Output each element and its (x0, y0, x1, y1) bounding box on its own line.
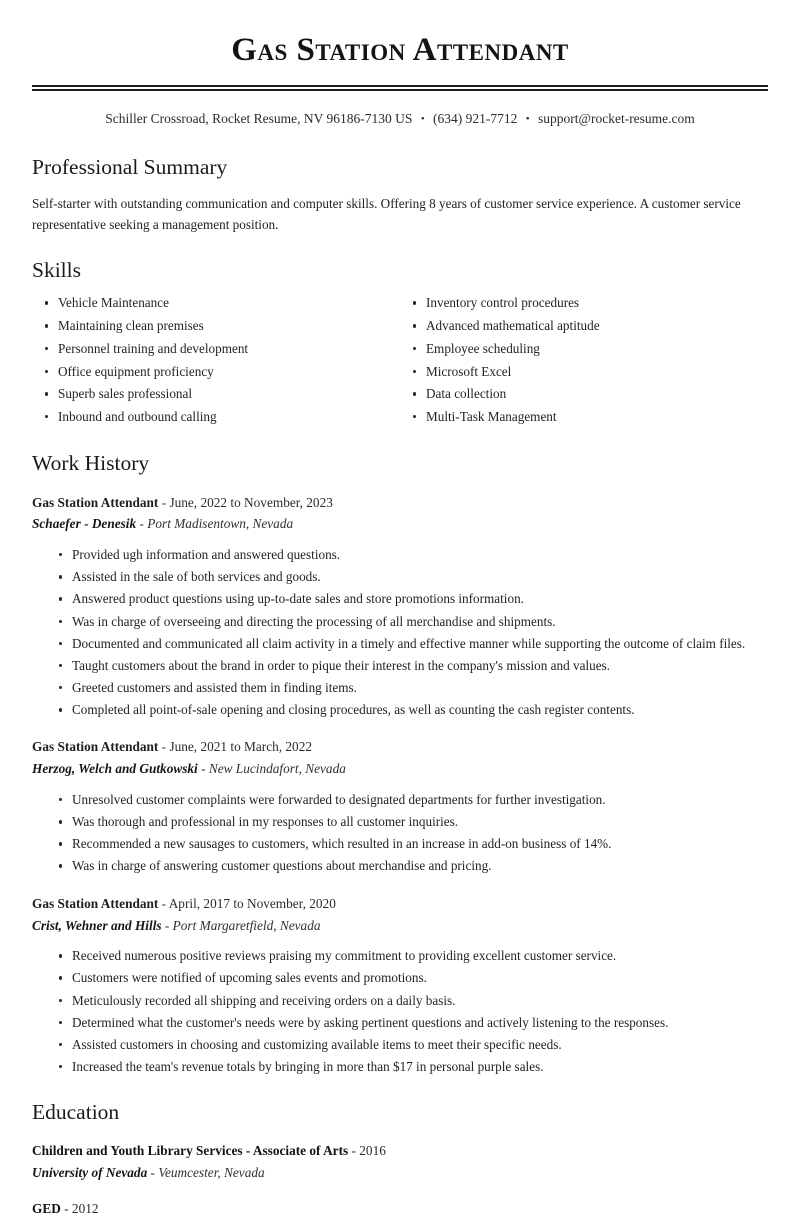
list-item: Data collection (426, 383, 768, 406)
contact-separator-1: • (420, 113, 425, 126)
list-item: Increased the team's revenue totals by bringing in more than $17 in personal purple sales. (72, 1056, 768, 1078)
contact-separator-2: • (525, 113, 530, 126)
list-item: Assisted customers in choosing and customizing available items to meet their specific needs. (72, 1034, 768, 1056)
education-entry (32, 1199, 768, 1219)
list-item: Advanced mathematical aptitude (426, 315, 768, 338)
education-school-line (32, 1163, 768, 1184)
page-title: Gas Station Attendant (231, 32, 569, 68)
list-item: Unresolved customer complaints were forwarded to designated departments for further investigation. (72, 789, 768, 811)
job-dates: April, 2017 to November, 2020 (168, 895, 336, 911)
list-item: Assisted in the sale of both services and goods. (72, 566, 768, 588)
contact-email[interactable]: support@rocket-resume.com (538, 111, 695, 127)
list-item: Microsoft Excel (426, 361, 768, 384)
contact-phone[interactable]: (634) 921-7712 (433, 111, 518, 127)
education-program: Children and Youth Library Services - Associate of Arts (32, 1143, 349, 1159)
skills-column-left (32, 292, 400, 428)
skills-list-right (400, 292, 768, 428)
job-bullet-list (32, 789, 768, 878)
section-heading-work-history: Work History (32, 450, 150, 475)
job-title: Gas Station Attendant (32, 895, 159, 911)
education-year: 2012 (71, 1200, 99, 1216)
job-separator: - (161, 895, 167, 911)
job-header (32, 493, 768, 513)
section-heading-skills: Skills (32, 257, 81, 282)
job-title: Gas Station Attendant (32, 494, 159, 510)
job-dates: June, 2021 to March, 2022 (169, 739, 312, 755)
list-item: Maintaining clean premises (58, 315, 400, 338)
job-company: Crist, Wehner and Hills (32, 917, 162, 933)
job-separator: - (201, 761, 206, 777)
list-item: Vehicle Maintenance (58, 292, 400, 315)
job-separator: - (164, 917, 170, 933)
education-program-line (32, 1199, 768, 1219)
education-entry (32, 1141, 768, 1184)
list-item: Greeted customers and assisted them in finding items. (72, 677, 768, 699)
list-item: Documented and communicated all claim activity in a timely and effective manner while supporting the outcome of claim files. (72, 633, 768, 655)
education-year: 2016 (359, 1143, 386, 1159)
contact-line (32, 110, 768, 129)
education-school: University of Nevada (32, 1164, 148, 1180)
list-item: Provided ugh information and answered questions. (72, 544, 768, 566)
list-item: Completed all point-of-sale opening and closing procedures, as well as counting the cash register contents. (72, 699, 768, 721)
education-program-line (32, 1141, 768, 1161)
job-title: Gas Station Attendant (32, 739, 159, 755)
list-item: Personnel training and development (58, 338, 400, 361)
list-item: Was in charge of answering customer questions about merchandise and pricing. (72, 855, 768, 877)
job-company: Herzog, Welch and Gutkowski (32, 761, 198, 777)
skills-list-left (32, 292, 400, 428)
list-item: Was in charge of overseeing and directing the processing of all merchandise and shipments. (72, 611, 768, 633)
list-item: Customers were notified of upcoming sales events and promotions. (72, 967, 768, 989)
work-history-entry (32, 493, 768, 722)
job-bullet-list (32, 544, 768, 721)
job-location: New Lucindafort, Nevada (208, 761, 346, 777)
job-separator: - (161, 739, 167, 755)
job-location: Port Margaretfield, Nevada (172, 917, 321, 933)
list-item: Received numerous positive reviews praising my commitment to providing excellent customer service. (72, 945, 768, 967)
list-item: Was thorough and professional in my responses to all customer inquiries. (72, 811, 768, 833)
education-location: Veumcester, Nevada (158, 1164, 265, 1180)
summary-text: Self-starter with outstanding communication and computer skills. Offering 8 years of customer service experience. A customer service representative seeking a management position. (32, 195, 741, 233)
list-item: Taught customers about the brand in order to pique their interest in the company's mission and values. (72, 655, 768, 677)
list-item: Determined what the customer's needs were by asking pertinent questions and actively listening to the responses. (72, 1012, 768, 1034)
list-item: Employee scheduling (426, 338, 768, 361)
job-bullet-list (32, 945, 768, 1078)
job-separator: - (161, 494, 167, 510)
job-header (32, 894, 768, 914)
list-item: Superb sales professional (58, 383, 400, 406)
list-item: Meticulously recorded all shipping and receiving orders on a daily basis. (72, 990, 768, 1012)
section-heading-education: Education (32, 1100, 120, 1125)
job-header (32, 737, 768, 757)
skills-columns (32, 292, 768, 428)
list-item: Inbound and outbound calling (58, 406, 400, 429)
job-dates: June, 2022 to November, 2023 (169, 494, 333, 510)
job-separator: - (139, 516, 144, 532)
education-separator: - (150, 1164, 155, 1180)
list-item: Inventory control procedures (426, 292, 768, 315)
header-divider (32, 85, 768, 91)
education-separator: - (64, 1200, 69, 1216)
contact-address: Schiller Crossroad, Rocket Resume, NV 96186-7130 US (105, 111, 413, 127)
skills-column-right (400, 292, 768, 428)
work-history-entry (32, 894, 768, 1079)
section-heading-summary: Professional Summary (32, 155, 228, 180)
list-item: Office equipment proficiency (58, 361, 400, 384)
job-company: Schaefer - Denesik (32, 516, 137, 532)
education-separator: - (351, 1143, 356, 1159)
list-item: Multi-Task Management (426, 406, 768, 429)
job-location: Port Madisentown, Nevada (147, 516, 294, 532)
job-company-line (32, 514, 768, 535)
job-company-line (32, 916, 768, 937)
list-item: Answered product questions using up-to-date sales and store promotions information. (72, 588, 768, 610)
job-company-line (32, 759, 768, 780)
work-history-entry (32, 737, 768, 877)
education-program: GED (32, 1200, 61, 1216)
list-item: Recommended a new sausages to customers, which resulted in an increase in add-on business of 14%. (72, 833, 768, 855)
